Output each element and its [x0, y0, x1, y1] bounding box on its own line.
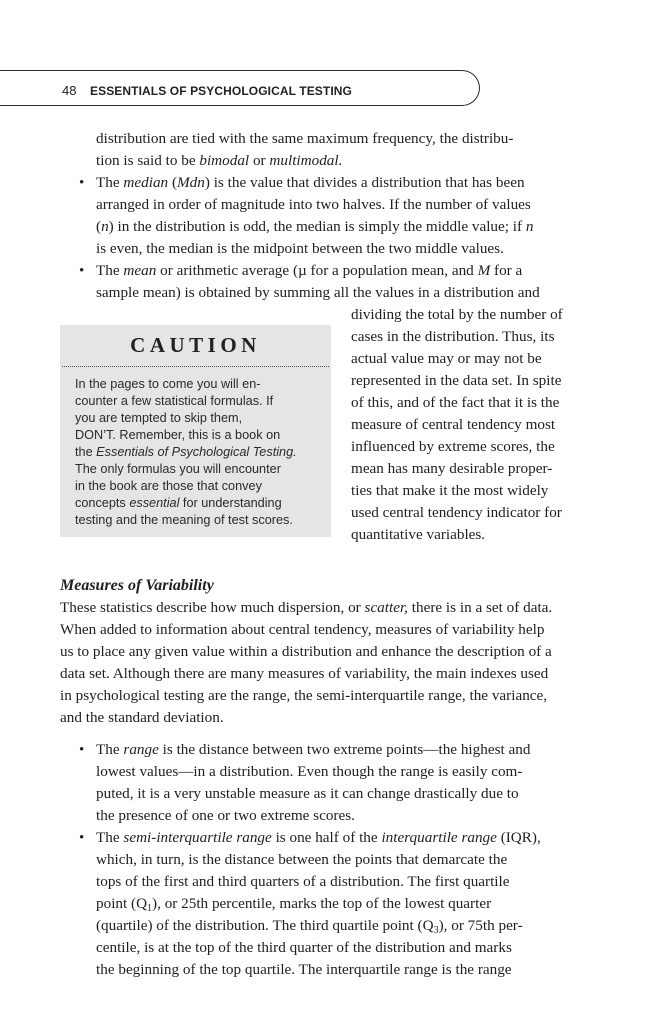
body-line: of this, and of the fact that it is the	[351, 394, 560, 411]
caution-line: counter a few statistical formulas. If	[75, 394, 274, 408]
body-line: lowest values—in a distribution. Even though the range is easily com-	[96, 763, 523, 780]
body-line: distribution are tied with the same maximum frequency, the distribu-	[96, 130, 514, 147]
body-line: in psychological testing are the range, the semi-interquartile range, the variance,	[60, 687, 548, 704]
body-line: and the standard deviation.	[60, 709, 224, 726]
bullet: •	[79, 741, 85, 758]
caution-line: DON’T. Remember, this is a book on	[75, 428, 281, 442]
body-line: which, in turn, is the distance between the points that demarcate the	[96, 851, 508, 868]
bullet: •	[79, 829, 85, 846]
caution-line: In the pages to come you will en-	[75, 377, 261, 391]
body-line: actual value may or may not be	[351, 350, 542, 367]
body-line: tops of the first and third quarters of a distribution. The first quartile	[96, 873, 510, 890]
section-heading: Measures of Variability	[60, 577, 214, 594]
body-line: puted, it is a very unstable measure as it can change drastically due to	[96, 785, 519, 802]
body-line: centile, is at the top of the third quarter of the distribution and marks	[96, 939, 512, 956]
body-line: point $(Q_1)$, or 25th percentile, marks the top of the lowest quarter	[96, 895, 492, 914]
caution-line: you are tempted to skip them,	[75, 411, 243, 425]
running-head: ESSENTIALS OF PSYCHOLOGICAL TESTING	[90, 84, 352, 98]
siqr-bullet-text: The semi-interquartile range is one half of the interquartile range (IQR),	[96, 829, 541, 846]
bullet: •	[79, 174, 85, 191]
body-line: ties that make it the most widely	[351, 482, 549, 499]
body-line: used central tendency indicator for	[351, 504, 562, 521]
body-line: us to place any given value within a distribution and enhance the description of a	[60, 643, 552, 660]
body-line: (n) in the distribution is odd, the median is simply the middle value; if n	[96, 218, 534, 235]
caution-divider	[62, 366, 329, 367]
body-line: (quartile) of the distribution. The third quartile point $(Q_3)$, or 75th per-	[96, 917, 523, 936]
range-bullet-text: The range is the distance between two extreme points—the highest and	[96, 741, 531, 758]
caution-line: The only formulas you will encounter	[75, 462, 281, 476]
body-line: quantitative variables.	[351, 526, 486, 543]
body-line: measure of central tendency most	[351, 416, 556, 433]
body-line: the presence of one or two extreme scores.	[96, 807, 355, 824]
body-line: influenced by extreme scores, the	[351, 438, 555, 455]
median-bullet-text: The median (Mdn) is the value that divides a distribution that has been	[96, 174, 525, 191]
caution-line: concepts essential for understanding	[75, 496, 282, 510]
body-line: sample mean) is obtained by summing all the values in a distribution and	[96, 284, 540, 301]
caution-line: testing and the meaning of test scores.	[75, 513, 293, 527]
bullet: •	[79, 262, 85, 279]
body-line: is even, the median is the midpoint between the two middle values.	[96, 240, 504, 257]
caution-line: in the book are those that convey	[75, 479, 262, 493]
mean-bullet-text: The mean or arithmetic average (µ for a population mean, and M for a	[96, 262, 523, 279]
body-line: data set. Although there are many measures of variability, the main indexes used	[60, 665, 549, 682]
body-line: tion is said to be bimodal or multimodal.	[96, 152, 343, 169]
body-line: These statistics describe how much dispersion, or scatter, there is in a set of data.	[60, 599, 553, 616]
body-line: When added to information about central tendency, measures of variability help	[60, 621, 545, 638]
body-line: arranged in order of magnitude into two halves. If the number of values	[96, 196, 531, 213]
body-line: represented in the data set. In spite	[351, 372, 562, 389]
caution-box	[60, 325, 331, 537]
caution-line: the Essentials of Psychological Testing.	[75, 445, 297, 459]
body-line: mean has many desirable proper-	[351, 460, 553, 477]
page-number: 48	[62, 83, 77, 98]
caution-title: CAUTION	[130, 333, 261, 357]
body-line: cases in the distribution. Thus, its	[351, 328, 555, 345]
body-line: the beginning of the top quartile. The interquartile range is the range	[96, 961, 512, 978]
body-line: dividing the total by the number of	[351, 306, 563, 323]
